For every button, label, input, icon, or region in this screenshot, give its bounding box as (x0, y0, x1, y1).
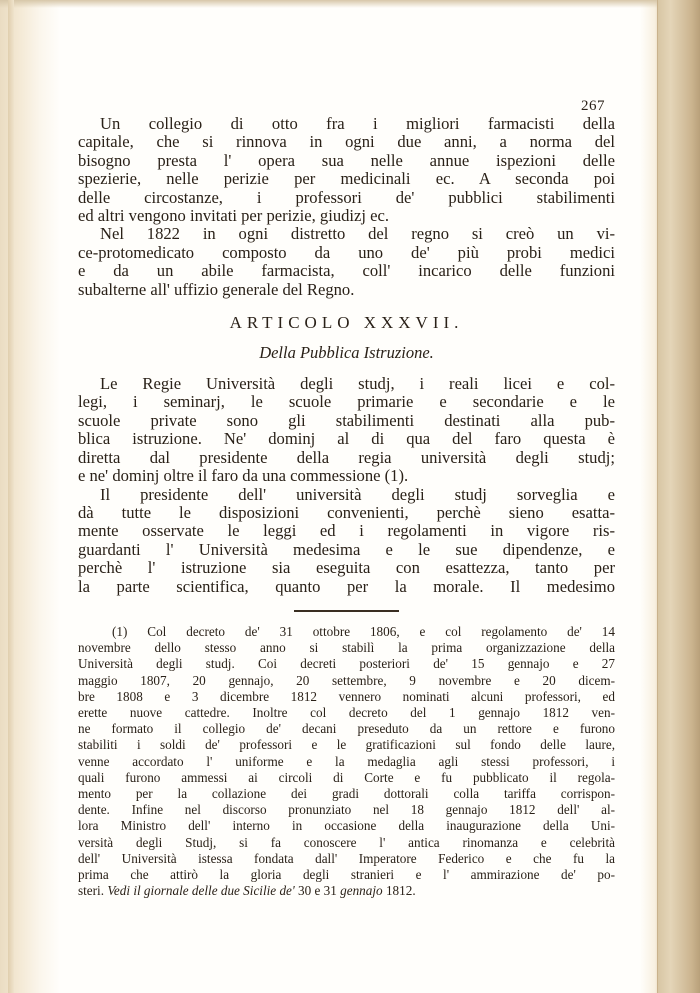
text-line: ed altri vengono invitati per perizie, giudizj ec. (78, 207, 390, 226)
text-line: diretta dal presidente della regia università degli studj; (78, 448, 615, 467)
paragraph (78, 115, 615, 225)
footnote-text: 30 e 31 (294, 883, 341, 899)
page-top-shadow (0, 0, 700, 8)
footnote-citation: Vedi il giornale delle due Sicilie de' (107, 883, 295, 899)
footnote-text: 1812. (382, 883, 416, 899)
article-subtitle: Della Pubblica Istruzione. (259, 343, 434, 363)
text-line: Il presidente dell' università degli studj sorveglia e (100, 485, 615, 504)
text-line: blica istruzione. Ne' dominj al di qua del faro questa è (78, 430, 615, 449)
footnote-line: quali furono ammessi ai circoli di Corte e fu pubblicato il regola- (78, 769, 615, 785)
text-line: e da un abile farmacista, coll' incarico delle funzioni (78, 262, 615, 281)
text-line: legi, i seminarj, le scuole primarie e secondarie e le (78, 393, 615, 412)
footnote-line: mento per la collazione dei gradi dottorali colla tariffa corrispon- (78, 785, 615, 801)
text-line: Nel 1822 in ogni distretto del regno si creò un vi- (100, 225, 615, 244)
footnote-line: Università degli studj. Coi decreti posteriori de' 15 gennajo e 27 (78, 656, 615, 672)
footnote-line: stabiliti i soldi de' professori e le gratificazioni sul fondo delle laure, (78, 737, 615, 753)
page-content (78, 98, 615, 899)
paragraph (78, 225, 615, 299)
footnote-line: maggio 1807, 20 gennajo, 20 settembre, 9 novembre e 20 dicem- (78, 672, 615, 688)
footnote-last-line (78, 883, 615, 899)
text-line: mente osservate le leggi ed i regolamenti in vigore ris- (78, 522, 615, 541)
body-text-bottom (78, 375, 615, 596)
text-line: la parte scientifica, quanto per la morale. Il medesimo (78, 577, 615, 596)
paragraph (78, 375, 615, 485)
footnote-line: dente. Infine nel discorso pronunziato nel 18 gennajo 1812 dell' al- (78, 802, 615, 818)
footnote-line: erette nuove cattedre. Inoltre col decreto del 1 gennajo 1812 ven- (78, 704, 615, 720)
page-left-edge (8, 0, 14, 993)
footnote (78, 624, 615, 899)
text-line: ce-protomedicato composto da uno de' più probi medici (78, 243, 615, 262)
footnote-line: prima che attirò la gloria degli stranieri e l' ammirazione de' po- (78, 866, 615, 882)
footnote-line: versità degli Studj, si fa conoscere l' antica rinomanza e celebrità (78, 834, 615, 850)
body-text-top (78, 115, 615, 299)
footnote-line: venne accordato l' uniforme e la medaglia agli stessi professori, i (78, 753, 615, 769)
text-line: guardanti l' Università medesima e le sue dipendenze, e (78, 540, 615, 559)
text-line: bisogno presta l' opera sua nelle annue ispezioni delle (78, 151, 615, 170)
page-right-edge (657, 0, 700, 993)
text-line: spezierie, nelle perizie per medicinali ec. A seconda poi (78, 170, 615, 189)
article-title: ARTICOLO XXXVII. (229, 313, 464, 333)
text-line: e ne' dominj oltre il faro da una commessione (1). (78, 467, 409, 486)
page-number: 267 (581, 98, 605, 114)
text-line: perchè l' istruzione sia eseguita con esattezza, tanto per (78, 559, 615, 578)
footnote-line: lora Ministro dell' interno in occasione della inaugurazione della Uni- (78, 818, 615, 834)
text-line: Un collegio di otto fra i migliori farmacisti della (100, 115, 615, 133)
text-line: dà tutte le disposizioni convenienti, perchè sieno esatta- (78, 503, 615, 522)
paragraph (78, 486, 615, 596)
footnote-separator (294, 610, 399, 612)
footnote-line: novembre dello stesso anno si stabilì la prima organizzazione della (78, 640, 615, 656)
footnote-line: ne formato il collegio de' decani preseduto da un rettore e furono (78, 721, 615, 737)
footnote-line: (1) Col decreto de' 31 ottobre 1806, e col regolamento de' 14 (112, 623, 615, 639)
text-line: delle circostanze, i professori de' pubblici stabilimenti (78, 188, 615, 207)
footnote-line: bre 1808 e 3 dicembre 1812 vennero nominati alcuni professori, ed (78, 688, 615, 704)
footnote-line: dell' Università istessa fondata dall' Imperatore Federico e che fu la (78, 850, 615, 866)
text-line: Le Regie Università degli studj, i reali licei e col- (100, 375, 615, 394)
text-line: scuole private sono gli stabilimenti destinati alla pub- (78, 411, 615, 430)
text-line: capitale, che si rinnova in ogni due anni, a norma del (78, 133, 615, 152)
text-line: subalterne all' uffizio generale del Regno. (78, 280, 355, 299)
footnote-text: steri. (78, 883, 108, 899)
footnote-citation: gennajo (340, 883, 383, 899)
